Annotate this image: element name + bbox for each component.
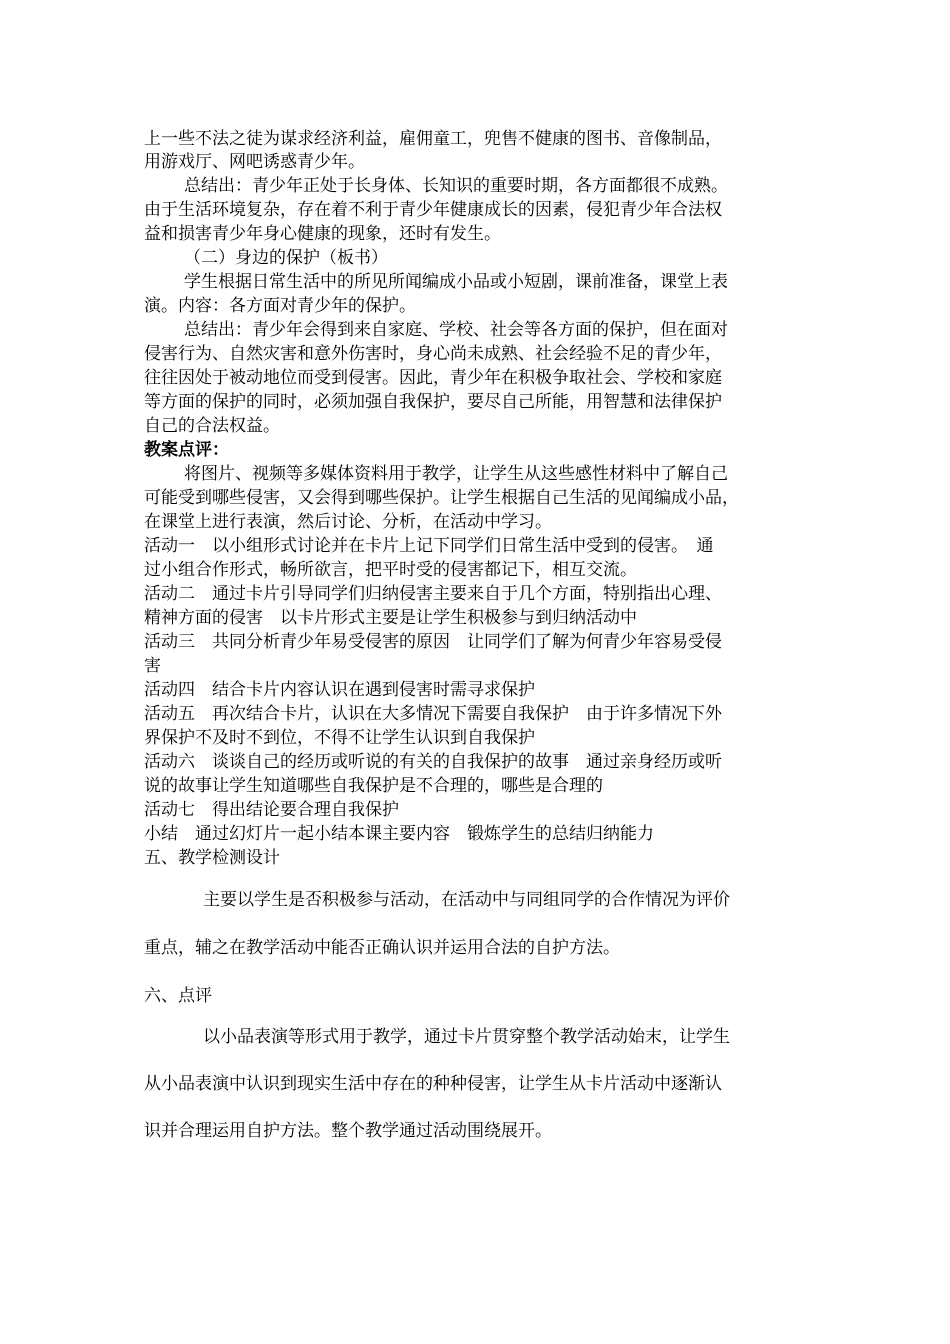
- activity-line: 活动六 谈谈自己的经历或听说的有关的自我保护的故事 通过亲身经历或听: [144, 752, 722, 772]
- text-line: 以小品表演等形式用于教学，通过卡片贯穿整个教学活动始末，让学生: [203, 1027, 730, 1047]
- activity-line: 活动七 得出结论要合理自我保护: [144, 800, 399, 820]
- text-line: 过小组合作形式，畅所欲言，把平时受的侵害都记下，相互交流。: [144, 560, 637, 580]
- text-line: 益和损害青少年身心健康的现象，还时有发生。: [144, 224, 501, 244]
- text-line: 精神方面的侵害 以卡片形式主要是让学生积极参与到归纳活动中: [144, 608, 637, 628]
- summary-line: 小结 通过幻灯片一起小结本课主要内容 锻炼学生的总结归纳能力: [144, 824, 654, 844]
- section-heading: 六、点评: [144, 986, 212, 1006]
- activity-line: 活动五 再次结合卡片，认识在大多情况下需要自我保护 由于许多情况下外: [144, 704, 722, 724]
- text-line: 自己的合法权益。: [144, 416, 280, 436]
- summary-paragraph: 总结出：青少年正处于长身体、长知识的重要时期，各方面都很不成熟。: [184, 176, 728, 196]
- text-line: 将图片、视频等多媒体资料用于教学，让学生从这些感性材料中了解自己: [184, 464, 728, 484]
- text-line: 识并合理运用自护方法。整个教学通过活动围绕展开。: [144, 1121, 552, 1141]
- text-line: 可能受到哪些侵害，又会得到哪些保护。让学生根据自己生活的见闻编成小品，: [144, 488, 739, 508]
- text-line: 演。内容：各方面对青少年的保护。: [144, 296, 416, 316]
- text-line: 侵害行为、自然灾害和意外伤害时，身心尚未成熟、社会经验不足的青少年，: [144, 344, 722, 364]
- text-line: 用游戏厅、网吧诱惑青少年。: [144, 152, 365, 172]
- text-line: 界保护不及时不到位，不得不让学生认识到自我保护: [144, 728, 535, 748]
- text-line: 害: [144, 656, 161, 676]
- section-heading: 五、教学检测设计: [144, 848, 280, 868]
- text-line: 从小品表演中认识到现实生活中存在的种种侵害，让学生从卡片活动中逐渐认: [144, 1074, 722, 1094]
- text-line: 在课堂上进行表演，然后讨论、分析，在活动中学习。: [144, 512, 552, 532]
- text-line: 等方面的保护的同时，必须加强自我保护，要尽自己所能，用智慧和法律保护: [144, 392, 722, 412]
- summary-paragraph: 总结出：青少年会得到来自家庭、学校、社会等各方面的保护，但在面对: [184, 320, 728, 340]
- text-line: 说的故事让学生知道哪些自我保护是不合理的，哪些是合理的: [144, 776, 603, 796]
- activity-line: 活动三 共同分析青少年易受侵害的原因 让同学们了解为何青少年容易受侵: [144, 632, 722, 652]
- text-line: 重点，辅之在教学活动中能否正确认识并运用合法的自护方法。: [144, 938, 620, 958]
- text-line: 往往因处于被动地位而受到侵害。因此，青少年在积极争取社会、学校和家庭: [144, 368, 722, 388]
- section-heading: （二）身边的保护（板书）: [184, 248, 388, 268]
- text-line: 主要以学生是否积极参与活动，在活动中与同组同学的合作情况为评价: [203, 890, 730, 910]
- activity-line: 活动二 通过卡片引导同学们归纳侵害主要来自于几个方面，特别指出心理、: [144, 584, 722, 604]
- text-line: 学生根据日常生活中的所见所闻编成小品或小短剧，课前准备，课堂上表: [184, 272, 728, 292]
- review-heading: 教案点评：: [144, 440, 229, 460]
- text-line: 由于生活环境复杂，存在着不利于青少年健康成长的因素，侵犯青少年合法权: [144, 200, 722, 220]
- activity-line: 活动四 结合卡片内容认识在遇到侵害时需寻求保护: [144, 680, 535, 700]
- activity-line: 活动一 以小组形式讨论并在卡片上记下同学们日常生活中受到的侵害。 通: [144, 536, 714, 556]
- text-line: 上一些不法之徒为谋求经济利益，雇佣童工，兜售不健康的图书、音像制品，: [144, 129, 722, 149]
